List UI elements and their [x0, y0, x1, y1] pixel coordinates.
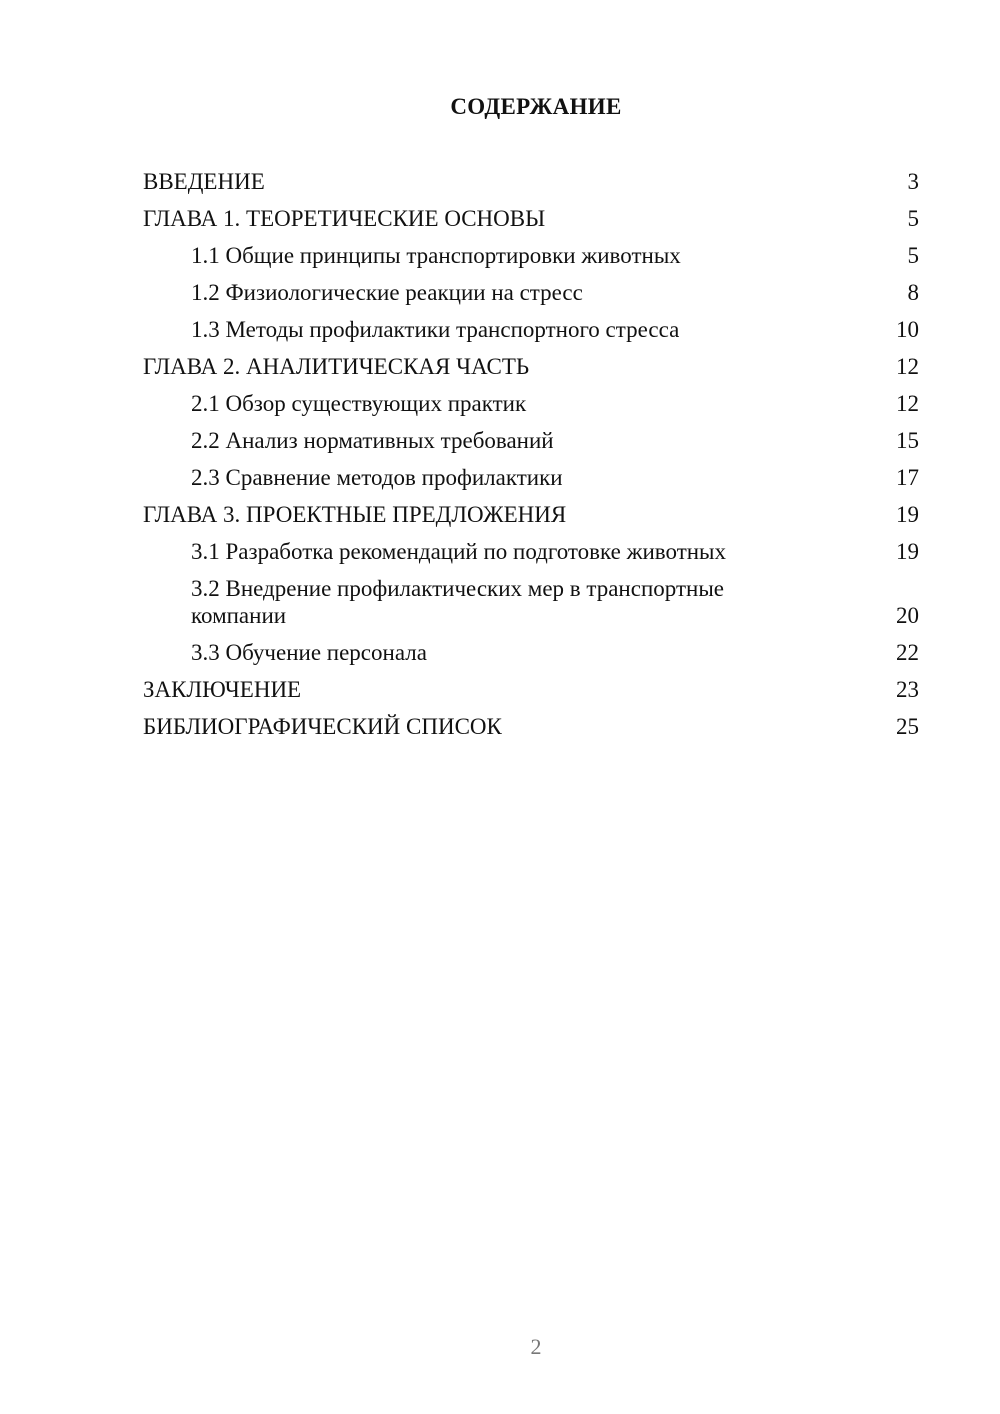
toc-entry-page: 22	[896, 640, 919, 665]
toc-entry-introduction[interactable]	[143, 168, 919, 195]
toc-entry-label: 2.1 Обзор существующих практик	[191, 391, 527, 416]
toc-entry-section-2-3[interactable]	[143, 464, 919, 491]
toc-entry-conclusion[interactable]	[143, 676, 919, 703]
toc-entry-page: 5	[907, 206, 919, 231]
toc-entry-page: 17	[896, 465, 919, 490]
toc-entry-section-2-2[interactable]	[143, 427, 919, 454]
toc-entry-section-1-3[interactable]	[143, 316, 919, 343]
toc-entry-section-1-2[interactable]	[143, 279, 919, 306]
toc-entry-label: 1.2 Физиологические реакции на стресс	[191, 280, 583, 305]
toc-entry-label: 2.2 Анализ нормативных требований	[191, 428, 554, 453]
toc-entry-chapter-3[interactable]	[143, 501, 919, 528]
page-title: СОДЕРЖАНИЕ	[450, 94, 622, 119]
toc-entry-bibliography[interactable]	[143, 713, 919, 740]
toc-entry-label: ГЛАВА 3. ПРОЕКТНЫЕ ПРЕДЛОЖЕНИЯ	[143, 502, 567, 527]
toc-entry-chapter-1[interactable]	[143, 205, 919, 232]
toc-entry-page: 3	[907, 169, 919, 194]
toc-entry-section-3-2[interactable]	[143, 575, 919, 629]
toc-entry-label: БИБЛИОГРАФИЧЕСКИЙ СПИСОК	[143, 714, 502, 739]
toc-entry-section-2-1[interactable]	[143, 390, 919, 417]
toc-entry-section-3-3[interactable]	[143, 639, 919, 666]
toc-entry-label: 3.1 Разработка рекомендаций по подготовке животных	[191, 539, 727, 564]
toc-entry-page: 12	[896, 391, 919, 416]
toc-entry-section-1-1[interactable]	[143, 242, 919, 269]
toc-entry-page: 25	[896, 714, 919, 739]
toc-entry-page: 12	[896, 354, 919, 379]
toc-entry-label: ВВЕДЕНИЕ	[143, 169, 265, 194]
toc-entry-label: 3.3 Обучение персонала	[191, 640, 427, 665]
toc-entry-label: ГЛАВА 1. ТЕОРЕТИЧЕСКИЕ ОСНОВЫ	[143, 206, 546, 231]
toc-entry-page: 20	[896, 603, 919, 628]
toc-entry-page: 10	[896, 317, 919, 342]
toc-entry-label: ЗАКЛЮЧЕНИЕ	[143, 677, 302, 702]
toc-entry-page: 23	[896, 677, 919, 702]
toc-entry-page: 19	[896, 539, 919, 564]
toc-entry-chapter-2[interactable]	[143, 353, 919, 380]
toc-entry-section-3-1[interactable]	[143, 538, 919, 565]
toc-entry-label: 1.1 Общие принципы транспортировки животных	[191, 243, 681, 268]
toc-entry-page: 19	[896, 502, 919, 527]
toc-entry-page: 15	[896, 428, 919, 453]
toc-entry-label: 2.3 Сравнение методов профилактики	[191, 465, 563, 490]
toc-entry-label: 3.2 Внедрение профилактических мер в транспортные компании	[191, 576, 724, 628]
toc-entry-page: 8	[907, 280, 919, 305]
toc-entry-label: 1.3 Методы профилактики транспортного стресса	[191, 317, 680, 342]
toc-entry-page: 5	[907, 243, 919, 268]
table-of-contents	[143, 168, 919, 750]
toc-entry-label: ГЛАВА 2. АНАЛИТИЧЕСКАЯ ЧАСТЬ	[143, 354, 530, 379]
page-number: 2	[530, 1334, 542, 1359]
